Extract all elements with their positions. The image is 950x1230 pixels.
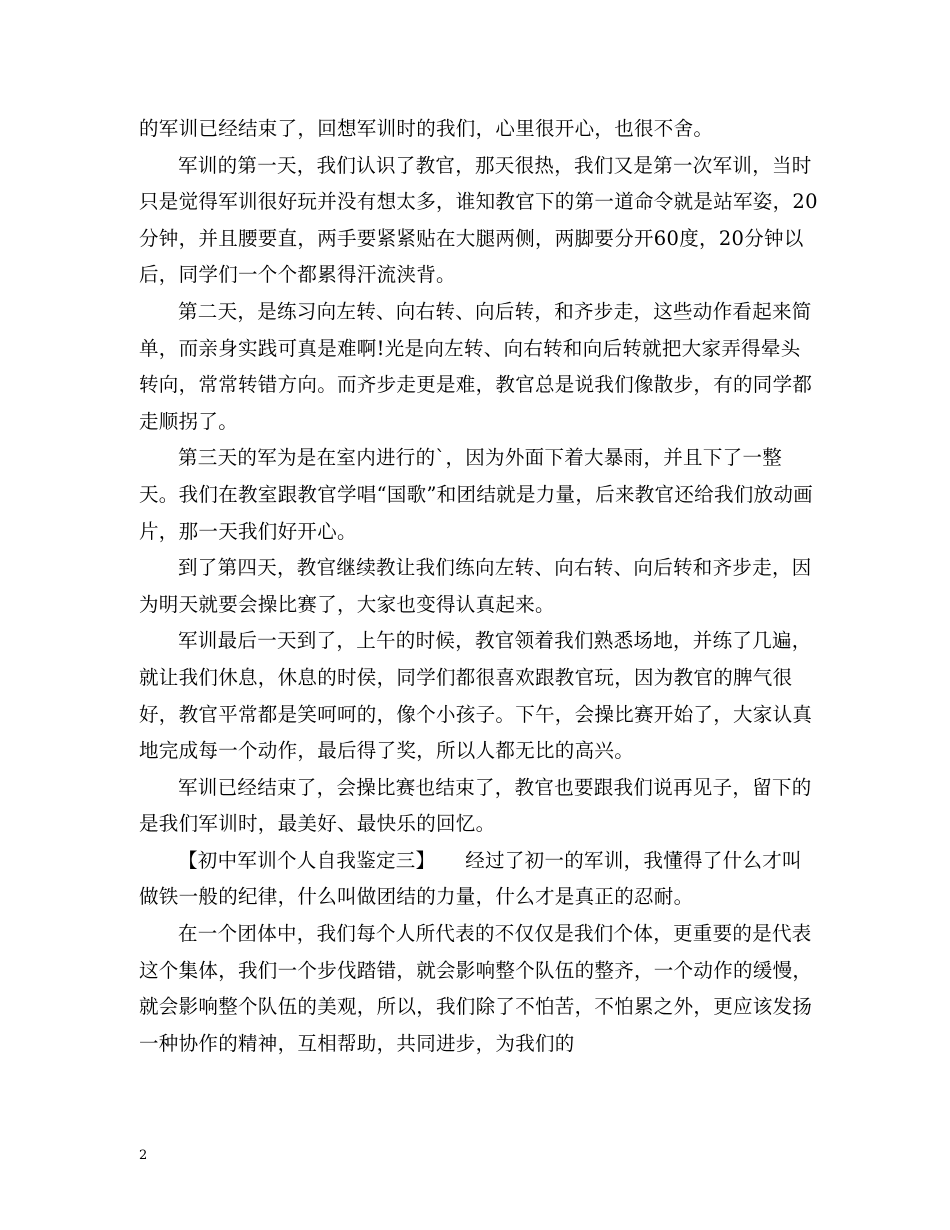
page-number: 2 xyxy=(139,1148,148,1163)
paragraph-6: 军训最后一天到了，上午的时候，教官领着我们熟悉场地，并练了几遍，就让我们休息，休息的时侯，同学们都很喜欢跟教官玩，因为教官的脾气很好，教官平常都是笑呵呵的，像个小孩子。下午，会操比赛开始了，大家认真地完成每一个动作，最后得了奖，所以人都无比的高兴。 xyxy=(139,629,813,763)
paragraph-2: 军训的第一天，我们认识了教官，那天很热，我们又是第一次军训，当时只是觉得军训很好玩并没有想太多，谁知教官下的第一道命令就是站军姿，20分钟，并且腰要直，两手要紧紧贴在大腿两侧，两脚要分开60度，20分钟以后，同学们一个个都累得汗流浃背。 xyxy=(139,153,818,287)
paragraph-3: 第二天，是练习向左转、向右转、向后转，和齐步走，这些动作看起来简单，而亲身实践可真是难啊!光是向左转、向右转和向后转就把大家弄得晕头转向，常常转错方向。而齐步走更是难，教官总是说我们像散步，有的同学都走顺拐了。 xyxy=(139,299,813,433)
paragraph-8-section-heading: 【初中军训个人自我鉴定三】 经过了初一的军训，我懂得了什么才叫做铁一般的纪律，什么叫做团结的力量，什么才是真正的忍耐。 xyxy=(139,848,802,909)
paragraph-5: 到了第四天，教官继续教让我们练向左转、向右转、向后转和齐步走，因为明天就要会操比赛了，大家也变得认真起来。 xyxy=(139,556,812,616)
paragraph-7: 军训已经结束了，会操比赛也结束了，教官也要跟我们说再见子，留下的是我们军训时，最美好、最快乐的回忆。 xyxy=(139,775,812,836)
paragraph-4: 第三天的军为是在室内进行的`，因为外面下着大暴雨，并且下了一整天。我们在教室跟教官学唱“国歌”和团结就是力量，后来教官还给我们放动画片，那一天我们好开心。 xyxy=(139,446,813,543)
paragraph-1: 的军训已经结束了，回想军训时的我们，心里很开心，也很不舍。 xyxy=(139,117,714,140)
document-body xyxy=(139,111,819,1062)
paragraph-9: 在一个团体中，我们每个人所代表的不仅仅是我们个体，更重要的是代表这个集体，我们一个步伐踏错，就会影响整个队伍的整齐，一个动作的缓慢，就会影响整个队伍的美观，所以，我们除了不怕苦，不怕累之外，更应该发扬一种协作的精神，互相帮助，共同进步，为我们的 xyxy=(139,922,813,1055)
